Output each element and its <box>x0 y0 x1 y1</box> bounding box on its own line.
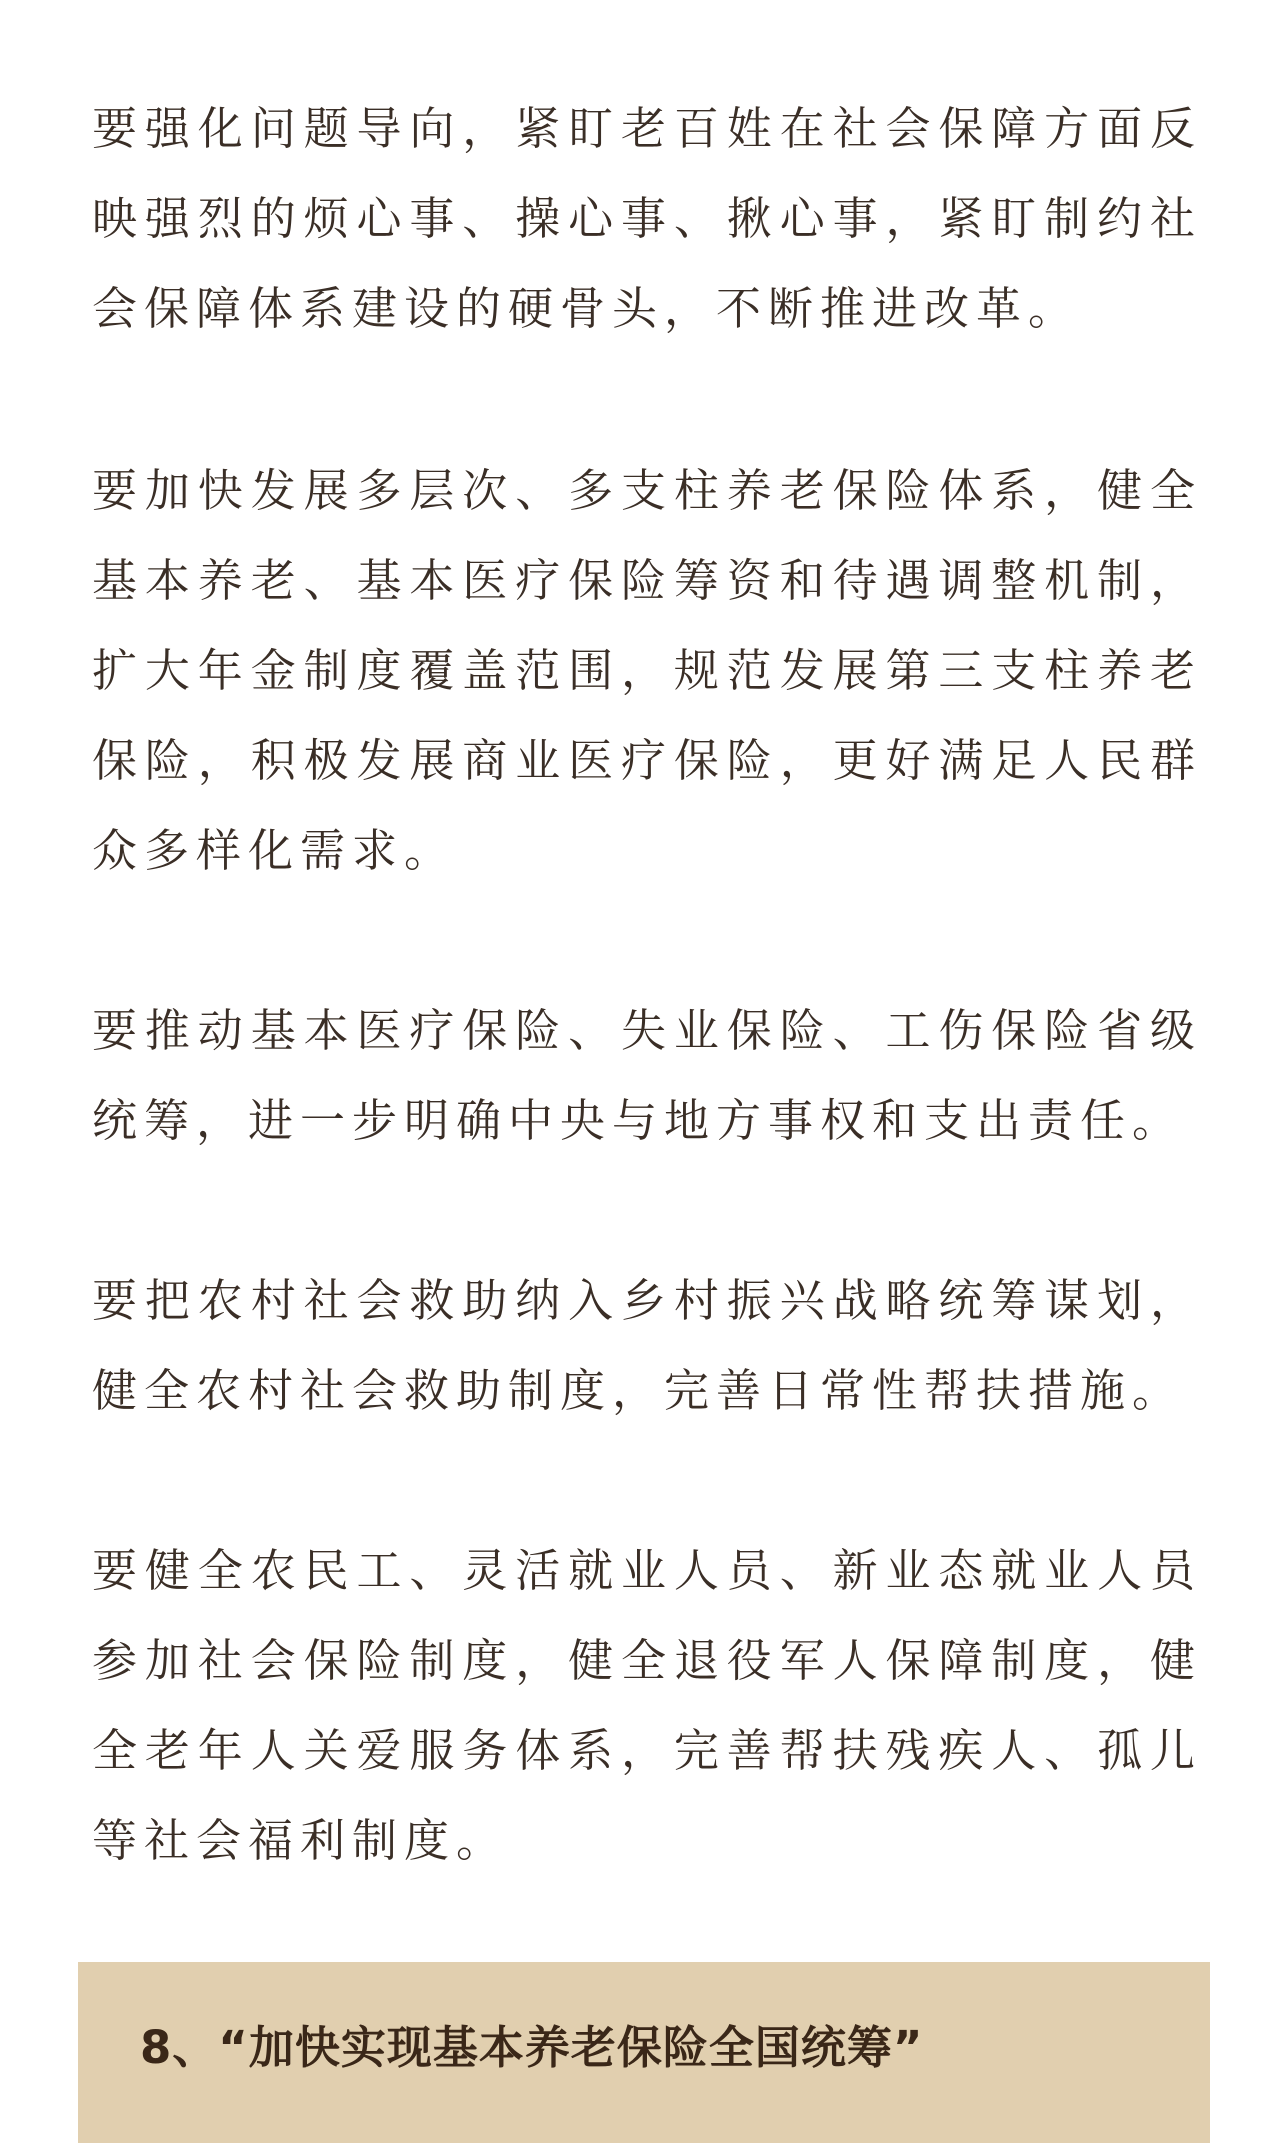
paragraph-pension-system: 要加快发展多层次、多支柱养老保险体系，健全基本养老、基本医疗保险筹资和待遇调整机制，扩大年金制度覆盖范围，规范发展第三支柱养老保险，积极发展商业医疗保险，更好满足人民群众多样化需求。 <box>92 464 1202 877</box>
paragraph-rural-assistance: 要把农村社会救助纳入乡村振兴战略统筹谋划，健全农村社会救助制度，完善日常性帮扶措施。 <box>92 1274 1202 1417</box>
section-title: 8、“加快实现基本养老保险全国统筹” <box>140 2021 924 2074</box>
paragraph-social-welfare: 要健全农民工、灵活就业人员、新业态就业人员参加社会保险制度，健全退役军人保障制度，健全老年人关爱服务体系，完善帮扶残疾人、孤儿等社会福利制度。 <box>92 1544 1202 1867</box>
section-header-banner <box>78 1962 1210 2143</box>
paragraph-provincial-coordination: 要推动基本医疗保险、失业保险、工伤保险省级统筹，进一步明确中央与地方事权和支出责任。 <box>92 1004 1202 1147</box>
paragraph-problem-orientation: 要强化问题导向，紧盯老百姓在社会保障方面反映强烈的烦心事、操心事、揪心事，紧盯制约社会保障体系建设的硬骨头，不断推进改革。 <box>92 102 1202 335</box>
